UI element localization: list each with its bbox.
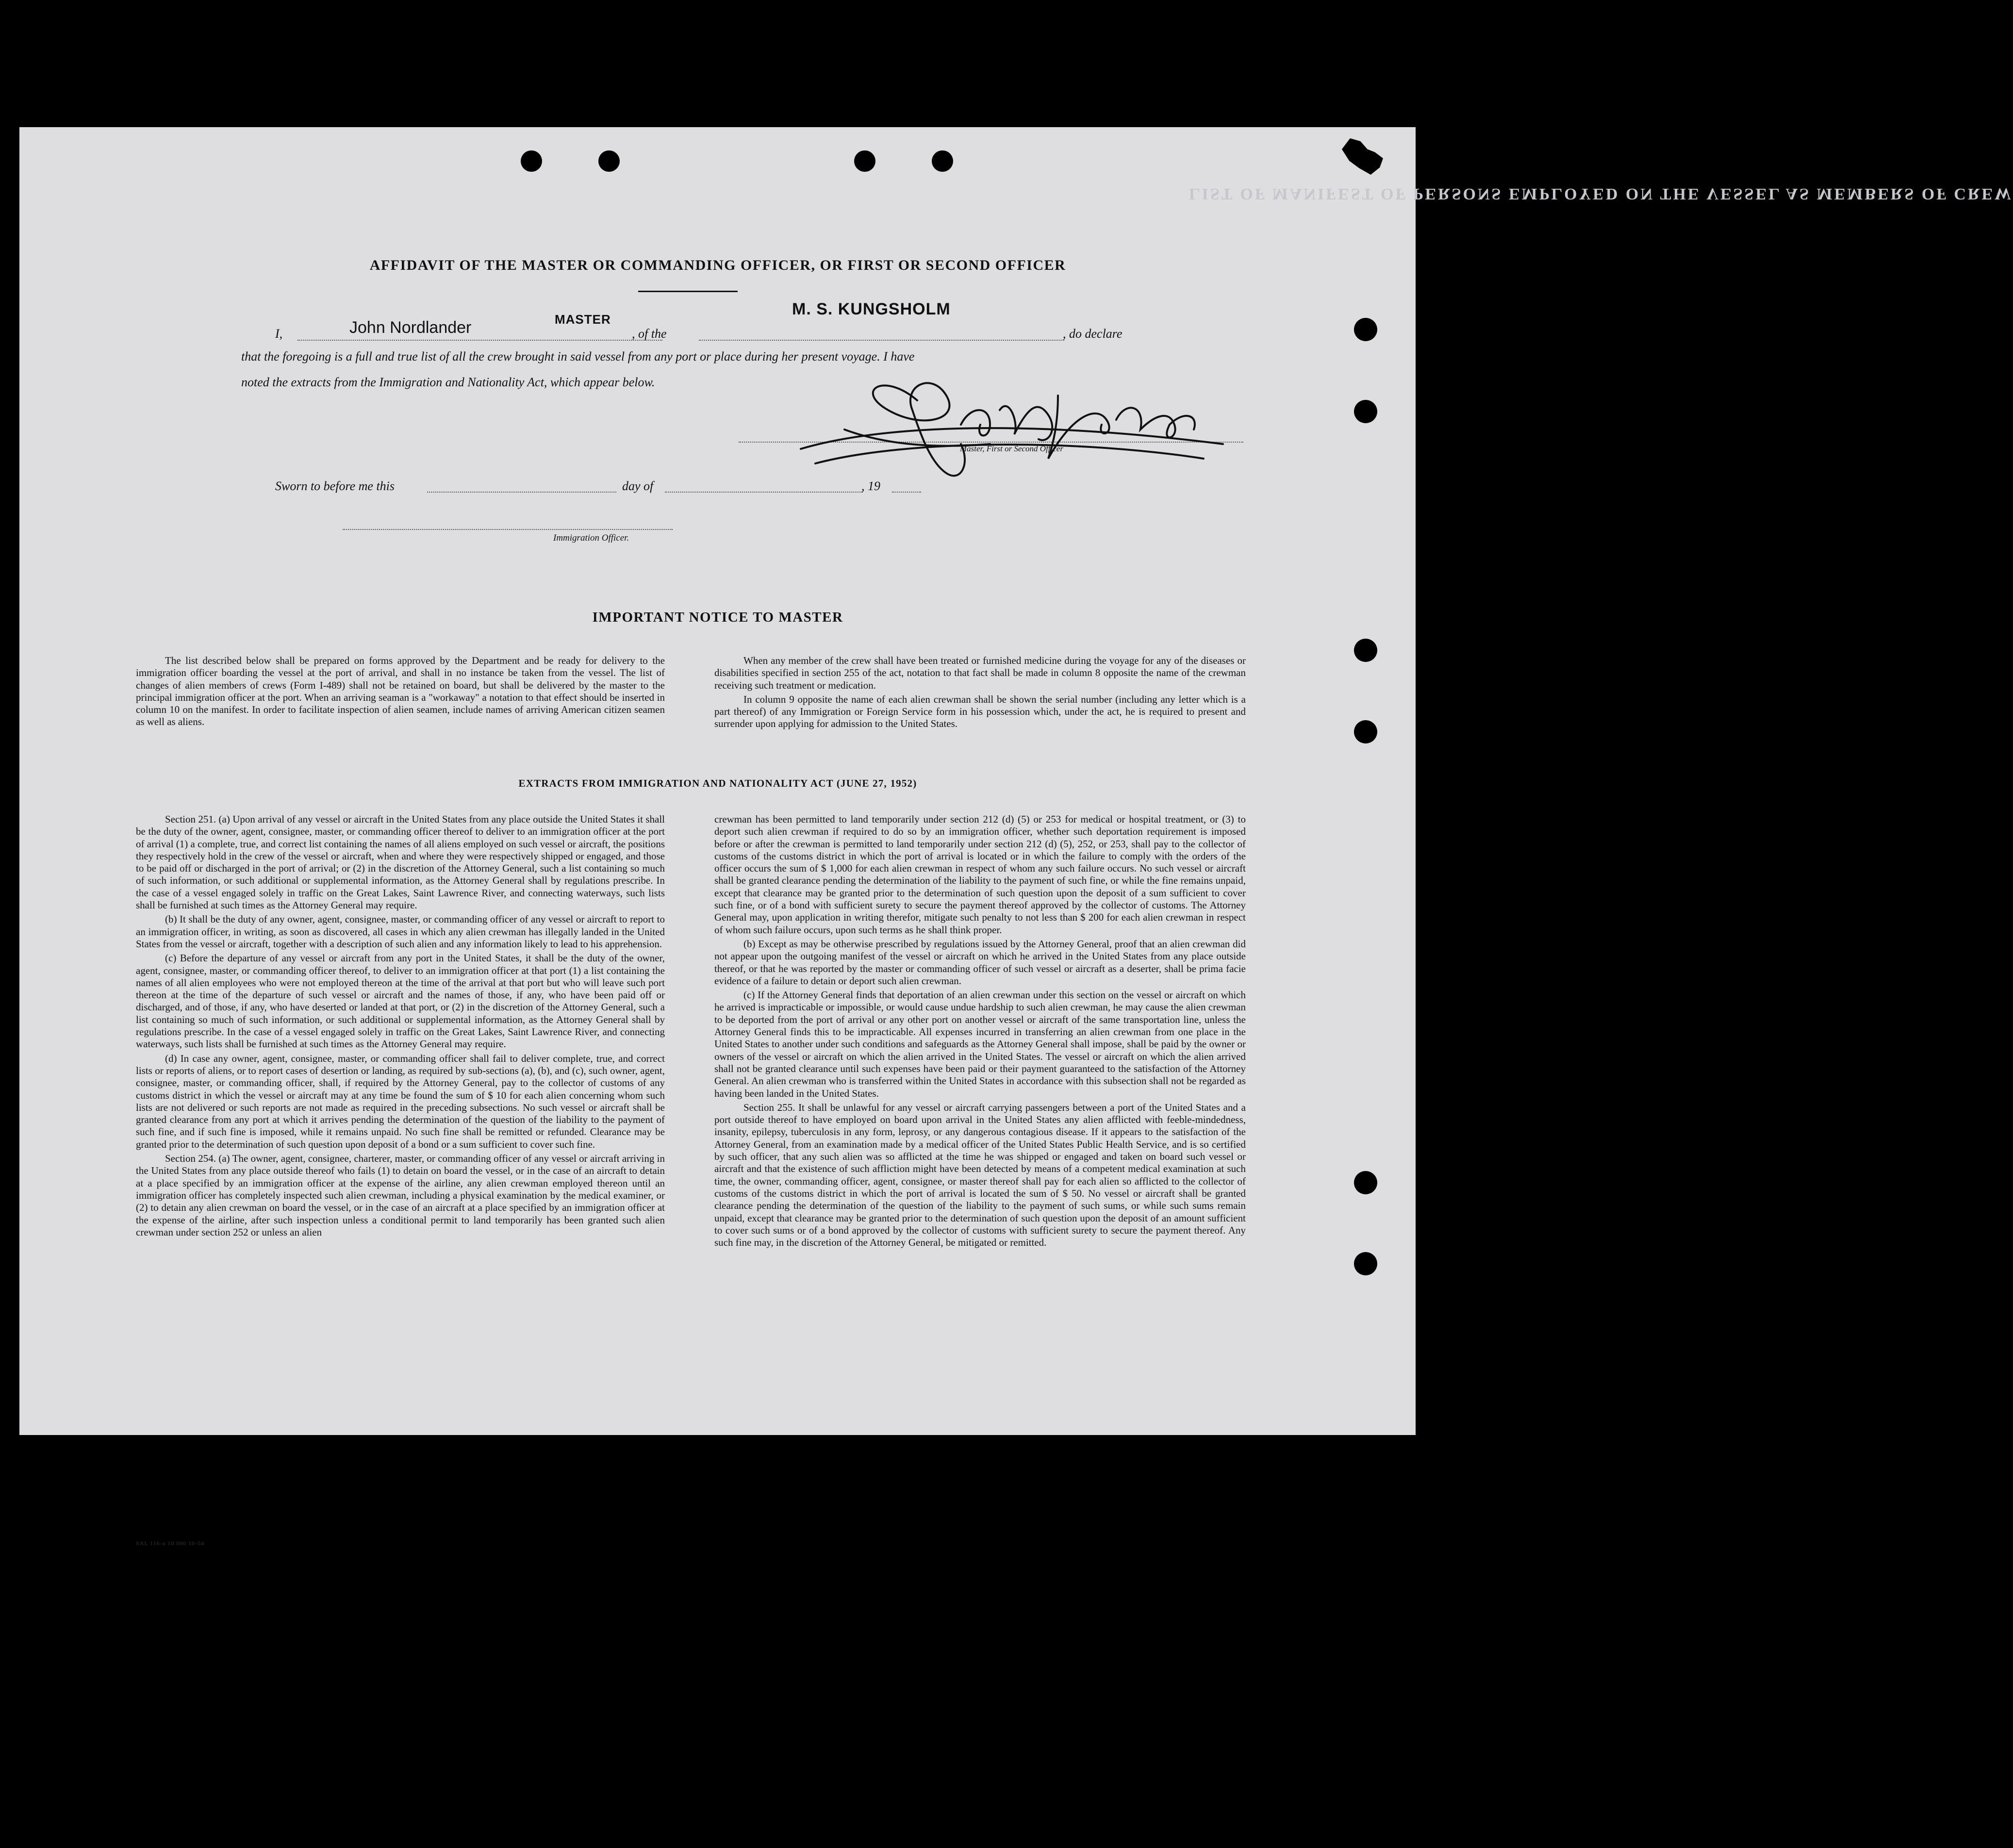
do-declare-label: , do declare bbox=[1063, 327, 1122, 341]
punch-hole-side-8 bbox=[1354, 1566, 1377, 1589]
section-255: Section 255. It shall be unlawful for any vessel or aircraft carrying passengers between a port of the United States and a port outside thereof to have employed on board upon arrival in the United States any alien afflicted with feeble-mindedness, insanity, epilepsy, tuberculosis in any form, leprosy, or any dangerous contagious disease. If it appears to the satisfaction of the Attorney General, from an examination made by a medical officer of the United States Public Health Service, and is so certified by such officer, that any such alien was so afflicted at the time he was shipped or engaged and taken on board such vessel or aircraft and that the existence of such affliction might have been detected by means of a competent medical examination at such time, the owner, commanding officer, agent, consignee, or master thereof shall pay for each alien so afflicted to the collector of customs of the customs district in which the port of arrival is located the sum of $ 50. No vessel or aircraft shall be granted clearance pending the determination of the question of the liability to the payment of such sums, or while such sums remain unpaid, except that clearance may be granted prior to the determination of such question upon the deposit of an amount sufficient to cover such sums or of a bond approved by the collector of customs with sufficient surety to secure the payment thereof. Any such fine may, in the discretion of the Attorney General, be mitigated or remitted. bbox=[714, 1101, 1246, 1249]
punch-hole-top-1 bbox=[521, 150, 542, 172]
day-of-label: day of bbox=[622, 479, 654, 493]
extracts-right-column bbox=[714, 813, 1246, 1251]
title-divider bbox=[638, 291, 738, 292]
punch-hole-top-3 bbox=[854, 150, 875, 172]
section-251-d: (d) In case any owner, agent, consignee, master, or commanding officer shall fail to deliver complete, true, and correct lists or reports of aliens, or to report cases of desertion or landing, as required by sub-sections (a), (b), and (c), such owner, agent, consignee, master, or commanding officer, shall, if required by the Attorney General, pay to the collector of customs of any customs district in which the vessel or aircraft may at any time be found the sum of $ 10 for each alien concerning whom such lists are not delivered or such reports are not made as required in the preceding subsections. No such vessel or aircraft shall be granted clearance from any port at which it arrives pending the determination of the question of the liability to the payment of such fine, and if such fine is imposed, while it remains unpaid. No such fine shall be remitted or refunded. Clearance may be granted prior to the determination of such question upon deposit of a bond or a sum sufficient to cover such fine. bbox=[136, 1052, 665, 1150]
section-251-a: Section 251. (a) Upon arrival of any vessel or aircraft in the United States from any place outside the United States it shall be the duty of the owner, agent, consignee, master, or commanding officer thereof to deliver to an immigration officer at the port of arrival (1) a complete, true, and correct list containing the names of all aliens employed on such vessel or aircraft, the positions they respectively hold in the crew of the vessel or aircraft, when and where they were respectively shipped or engaged, and those to be paid off or discharged in the port of arrival; or (2) in the discretion of the Attorney General, such a list containing so much of such information, or such additional or supplemental information, as the Attorney General shall by regulations prescribe. In the case of a vessel engaged solely in traffic on the Great Lakes, Saint Lawrence River, and connecting waterways, such lists shall be furnished at such times as the Attorney General may require. bbox=[136, 813, 665, 911]
affidavit-title: AFFIDAVIT OF THE MASTER OR COMMANDING OFFICER, OR FIRST OR SECOND OFFICER bbox=[369, 257, 1066, 273]
section-251-c: (c) Before the departure of any vessel or aircraft from any port in the United States, it shall be the duty of the owner, agent, consignee, master, or commanding officer thereof, to deliver to an immigration officer at that port (1) a list containing the names of all alien employees who were not employed thereon at the time of the arrival at that port but who will leave such port thereon at the time of the departure of such vessel or aircraft and the names of those, if any, who have been paid off or discharged, and of those, if any, who have deserted or landed at that port, or (2) in the discretion of the Attorney General, such a list containing so much of such information, or such additional or supplemental information, as the Attorney General shall by regulations prescribe. In the case of a vessel engaged solely in traffic on the Great Lakes, Saint Lawrence River, and connecting waterways, such lists shall be furnished at such times as the Attorney General may require. bbox=[136, 952, 665, 1050]
notice-right-paragraph-1: When any member of the crew shall have been treated or furnished medicine during the voyage for any of the diseases or disabilities specified in section 255 of the act, notation to that fact shall be made in column 8 opposite the name of the crewman receiving such treatment or medication. bbox=[714, 655, 1246, 691]
punch-hole-top-4 bbox=[932, 150, 953, 172]
notice-left-column bbox=[136, 655, 665, 730]
punch-hole-side-4 bbox=[1354, 720, 1377, 743]
immigration-officer-caption: Immigration Officer. bbox=[553, 533, 629, 543]
section-254-a: Section 254. (a) The owner, agent, consignee, charterer, master, or commanding officer of any vessel or aircraft arriving in the United States from any place outside thereof who fails (1) to detain on board the vessel, or in the case of an aircraft to detain at a place specified by an immigration officer at the expense of the airline, any alien crewman employed thereon until an immigration officer has completely inspected such alien crewman, including a physical examination by the medical examiner, or (2) to detain any alien crewman on board the vessel, or in the case of an aircraft at a place specified by an immigration officer at the expense of the airline, after such inspection unless a conditional permit to land temporarily has been granted such alien crewman under section 252 or unless an alien bbox=[136, 1153, 665, 1238]
punch-hole-side-2 bbox=[1354, 400, 1377, 423]
section-254-c: (c) If the Attorney General finds that deportation of an alien crewman under this section on the vessel or aircraft on which he arrived is impracticable or impossible, or would cause undue hardship to such alien crewman, he may cause the alien crewman to be deported from the port of arrival or any other port on another vessel or aircraft of the same transportation line, unless the Attorney General finds this to be impracticable. All expenses incurred in transferring an alien crewman from one place in the United States to another under such conditions and safeguards as the Attorney General shall impose, shall be paid by the owner or owners of the vessel or aircraft on which the alien arrived in the United States. The vessel or aircraft on which the alien arrived shall not be granted clearance until such expenses have been paid or their payment guaranteed to the satisfaction of the Attorney General. An alien crewman who is transferred within the United States in accordance with this subsection shall not be regarded as having been landed in the United States. bbox=[714, 989, 1246, 1099]
form-code: SAL 116-a 10 000 10-54 bbox=[136, 1540, 205, 1547]
sworn-month-line bbox=[665, 492, 863, 493]
rank-stamp: MASTER bbox=[555, 312, 611, 327]
extracts-left-column bbox=[136, 813, 665, 1240]
punch-hole-side-5 bbox=[1354, 1171, 1377, 1194]
section-254-b: (b) Except as may be otherwise prescribed by regulations issued by the Attorney General, proof that an alien crewman did not appear upon the outgoing manifest of the vessel or aircraft on which he arrived in the United States from any place outside thereof, or that he was reported by the master or commanding officer of such vessel or aircraft as a deserter, shall be prima facie evidence of a failure to detain or deport such alien crewman. bbox=[714, 938, 1246, 987]
notice-right-column bbox=[714, 655, 1246, 732]
of-the-label: , of the bbox=[632, 327, 667, 341]
vessel-stamp: M. S. KUNGSHOLM bbox=[792, 300, 951, 318]
punch-hole-side-7 bbox=[1354, 1487, 1377, 1510]
declaration-line-2: noted the extracts from the Immigration and Nationality Act, which appear below. bbox=[241, 375, 655, 389]
immigration-officer-line bbox=[343, 529, 673, 530]
notice-right-paragraph-2: In column 9 opposite the name of each alien crewman shall be shown the serial number (including any letter which is a part thereof) of any Immigration or Foreign Service form in his possession which, under the act, he is required to present and surrender upon applying for admission to the United States. bbox=[714, 693, 1246, 730]
extracts-title: EXTRACTS FROM IMMIGRATION AND NATIONALITY ACT (JUNE 27, 1952) bbox=[518, 777, 917, 789]
section-251-b: (b) It shall be the duty of any owner, agent, consignee, master, or commanding officer of any vessel or aircraft to report to an immigration officer, in writing, as soon as discovered, all cases in which any alien crewman has illegally landed in the United States from the vessel or aircraft, together with a description of such alien and any information likely to lead to his apprehension. bbox=[136, 913, 665, 950]
declaration-line-1: that the foregoing is a full and true list of all the crew brought in said vessel from any port or place during her present voyage. I have bbox=[241, 349, 915, 363]
i-label: I, bbox=[275, 327, 283, 341]
notice-title: IMPORTANT NOTICE TO MASTER bbox=[592, 610, 843, 625]
punch-hole-side-1 bbox=[1354, 318, 1377, 341]
signature-caption: Master, First or Second Officer bbox=[960, 444, 1063, 453]
punch-hole-side-3 bbox=[1354, 639, 1377, 662]
signature-image bbox=[786, 366, 1247, 483]
year-label: , 19 bbox=[861, 479, 880, 493]
punch-hole-top-2 bbox=[598, 150, 620, 172]
vessel-field-line bbox=[699, 340, 1064, 341]
sworn-label: Sworn to before me this bbox=[275, 479, 395, 493]
master-name: John Nordlander bbox=[349, 318, 472, 337]
bleed-through-text: LIST OF MANIFEST OF PERSONS EMPLOYED ON THE VESSEL AS MEMBERS OF CREW bbox=[1189, 185, 2013, 203]
sworn-day-line bbox=[427, 492, 616, 493]
name-field-line bbox=[297, 340, 662, 341]
section-254-a-continued: crewman has been permitted to land temporarily under section 212 (d) (5) or 253 for medical or hospital treatment, or (3) to deport such alien crewman if required to do so by an immigration officer, whether such deportation requirement is imposed before or after the crewman is permitted to land temporarily under section 212 (d) (5), 252, or 253, shall pay to the collector of customs of the customs district in which the port of arrival is located or in which the failure to comply with the orders of the officer occurs the sum of $ 1,000 for each alien crewman in respect of whom any such failure occurs. No such vessel or aircraft shall be granted clearance pending the determination of the liability to the payment of such fine, or while the fine remains unpaid, except that clearance may be granted prior to the determination of such question upon the deposit of a sum sufficient to cover such fine, or of a bond with sufficient surety to secure the payment thereof approved by the collector of customs. The Attorney General may, upon application in writing therefor, mitigate such penalty to not less than $ 200 for each alien crewman in respect of whom such failure occurs, upon such terms as he shall think proper. bbox=[714, 813, 1246, 936]
punch-hole-side-6 bbox=[1354, 1252, 1377, 1275]
notice-left-paragraph: The list described below shall be prepared on forms approved by the Department and be ready for delivery to the immigration officer boarding the vessel at the port of arrival, and shall in no instance be taken from the vessel. The list of changes of alien members of crews (Form I-489) shall not be retained on board, but shall be delivered by the master to the principal immigration officer at the port. When an arriving seaman is a "workaway" a notation to that effect should be inserted in column 10 on the manifest. In order to facilitate inspection of alien seamen, include names of arriving American citizen seamen as well as aliens. bbox=[136, 655, 665, 728]
sworn-year-line bbox=[892, 492, 921, 493]
